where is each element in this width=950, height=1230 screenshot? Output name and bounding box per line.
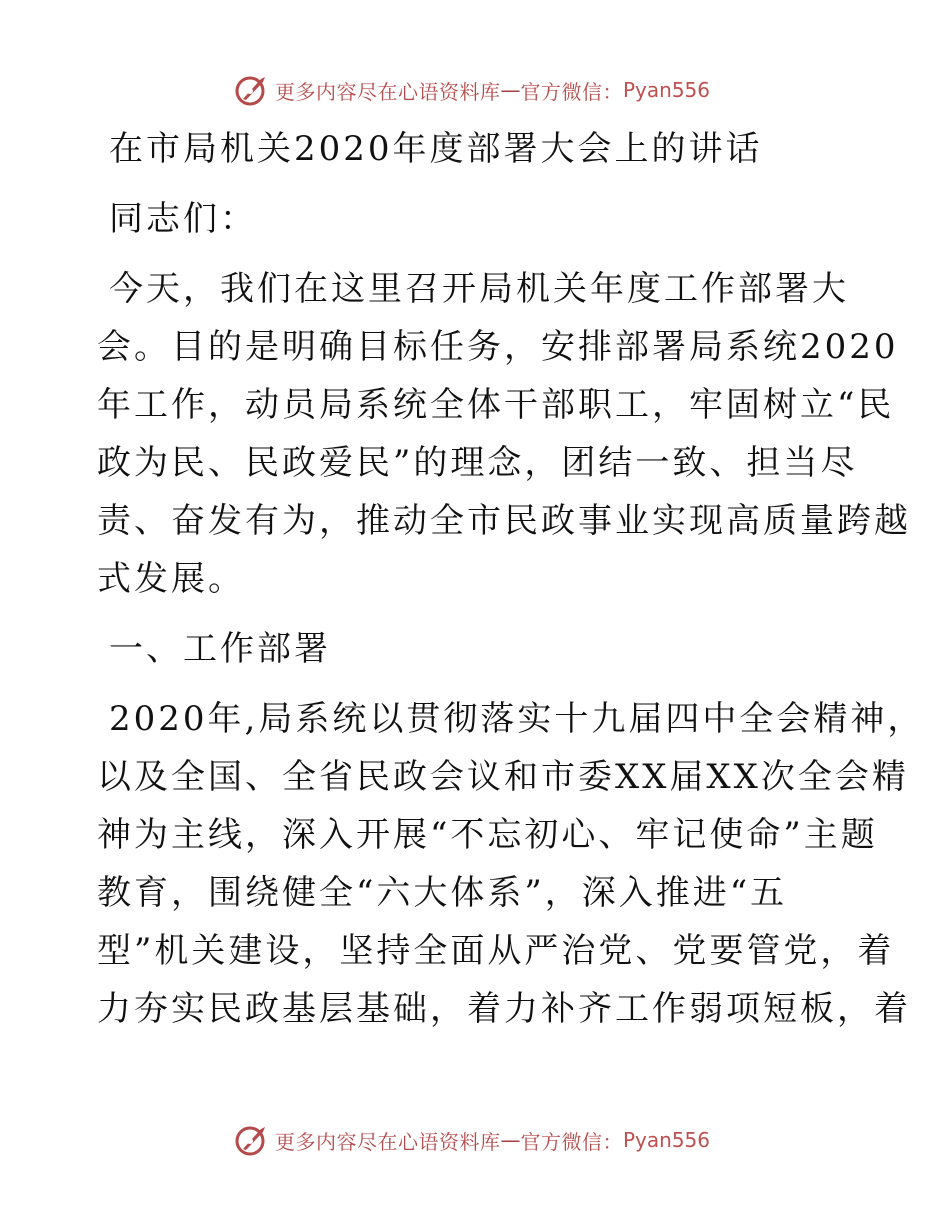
document-title: 在市局机关2020年度部署大会上的讲话 xyxy=(109,129,763,169)
paragraph-line: 力夯实民政基层基础，着力补齐工作弱项短板，着 xyxy=(97,989,911,1029)
paragraph-line: 以及全国、全省民政会议和市委XX届XX次全会精 xyxy=(97,757,909,797)
watermark-separator: — xyxy=(500,1128,521,1152)
paragraph-1 xyxy=(97,260,911,608)
watermark-text: 更多内容尽在心语资料库 xyxy=(275,1129,501,1154)
paragraph-line: 教育，围绕健全“六大体系”，深入推进“五 xyxy=(97,873,788,913)
paragraph-line: 年工作，动员局系统全体干部职工，牢固树立“民 xyxy=(97,385,895,425)
paragraph-line: 2020年,局系统以贯彻落实十九届四中全会精神， xyxy=(109,699,925,739)
section-heading: 一、工作部署 xyxy=(109,629,331,669)
paragraph-line: 神为主线，深入开展“不忘初心、牢记使命”主题 xyxy=(97,815,878,855)
quill-logo-icon xyxy=(235,73,269,107)
paragraph-2 xyxy=(97,690,925,1038)
watermark-wechat-id: Pyan556 xyxy=(623,1128,711,1152)
watermark-official-label: 官方微信： xyxy=(520,79,623,104)
document-body xyxy=(97,120,925,1038)
paragraph-line: 会。目的是明确目标任务，安排部署局系统2020 xyxy=(97,327,899,367)
header-watermark xyxy=(235,72,755,108)
paragraph-line: 政为民、民政爱民”的理念，团结一致、担当尽 xyxy=(97,443,858,483)
footer-watermark xyxy=(235,1122,755,1158)
paragraph-line: 今天，我们在这里召开局机关年度工作部署大 xyxy=(109,269,849,309)
salutation: 同志们： xyxy=(109,199,257,239)
paragraph-line: 型”机关建设，坚持全面从严治党、党要管党，着 xyxy=(97,931,895,971)
paragraph-line: 责、奋发有为，推动全市民政事业实现高质量跨越 xyxy=(97,501,911,541)
quill-logo-icon xyxy=(235,1123,269,1157)
watermark-separator: — xyxy=(500,78,521,102)
watermark-official-label: 官方微信： xyxy=(520,1129,623,1154)
paragraph-line: 式发展。 xyxy=(97,559,245,599)
watermark-text: 更多内容尽在心语资料库 xyxy=(275,79,501,104)
watermark-wechat-id: Pyan556 xyxy=(623,78,711,102)
